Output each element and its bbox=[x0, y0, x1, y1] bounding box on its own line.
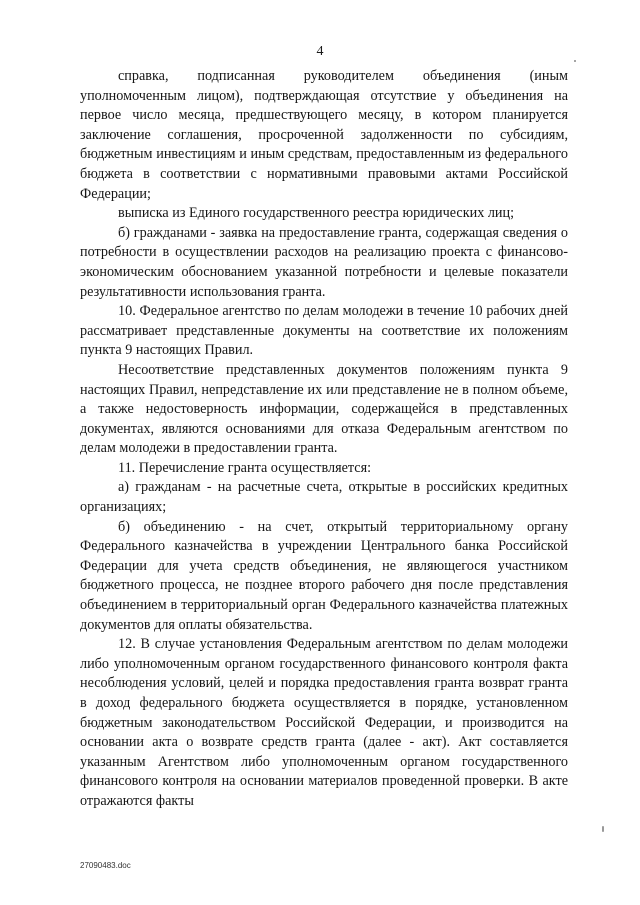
paragraph-item-10: 10. Федеральное агентство по делам молодежи в течение 10 рабочих дней рассматривает представленные документы на соответствие их положениям пункта 9 настоящих Правил. bbox=[80, 303, 568, 359]
paragraph-item-11b: б) объединению - на счет, открытый территориальному органу Федерального казначейства в учреждении Центрального банка Российской Федерации для учета средств объединения, не являющегося участником бюджетного процесса, не позднее второго рабочего дня после представления объединением в территориальный орган Федерального казначейства платежных документов для оплаты обязательства. bbox=[80, 518, 568, 633]
paragraph-certificate: справка, подписанная руководителем объединения (иным уполномоченным лицом), подтверждающая отсутствие у объединения на первое число месяца, предшествующего месяцу, в котором планируется заключение соглашения, просроченной задолженности по субсидиям, бюджетным инвестициям и иным средствам, предоставленным из федерального бюджета в соответствии с нормативными правовыми актами Российской Федерации; bbox=[80, 68, 568, 202]
document-body bbox=[80, 67, 568, 812]
scan-speck bbox=[602, 826, 604, 832]
paragraph-refusal-grounds: Несоответствие представленных документов положениям пункта 9 настоящих Правил, непредставление их или представление не в полном объеме, а также недостоверность информации, содержащейся в представленных документах, являются основаниями для отказа Федеральным агентством по делам молодежи в предоставлении гранта. bbox=[80, 361, 568, 457]
file-name-footer: 27090483.doc bbox=[80, 861, 131, 870]
page-number: 4 bbox=[316, 44, 324, 59]
paragraph-item-12: 12. В случае установления Федеральным агентством по делам молодежи либо уполномоченным органом государственного финансового контроля факта несоблюдения условий, целей и порядка предоставления гранта возврат гранта в доход федерального бюджета осуществляется в порядке, установленном бюджетным законодательством Российской Федерации, и производится на основании акта о возврате средств гранта (далее - акт). Акт составляется указанным Агентством либо уполномоченным органом государственного финансового контроля на основании материалов проведенной проверки. В акте отражаются факты bbox=[80, 636, 568, 809]
paragraph-item-11a: а) гражданам - на расчетные счета, открытые в российских кредитных организациях; bbox=[80, 479, 568, 516]
scan-speck bbox=[574, 60, 576, 62]
paragraph-item-11: 11. Перечисление гранта осуществляется: bbox=[118, 459, 372, 476]
paragraph-citizens-application: б) гражданами - заявка на предоставление гранта, содержащая сведения о потребности в осуществлении расходов на реализацию проекта с финансово-экономическим обоснованием указанной потребности и целевые показатели результативности использования гранта. bbox=[80, 224, 568, 300]
paragraph-registry-extract: выписка из Единого государственного реестра юридических лиц; bbox=[118, 205, 515, 222]
